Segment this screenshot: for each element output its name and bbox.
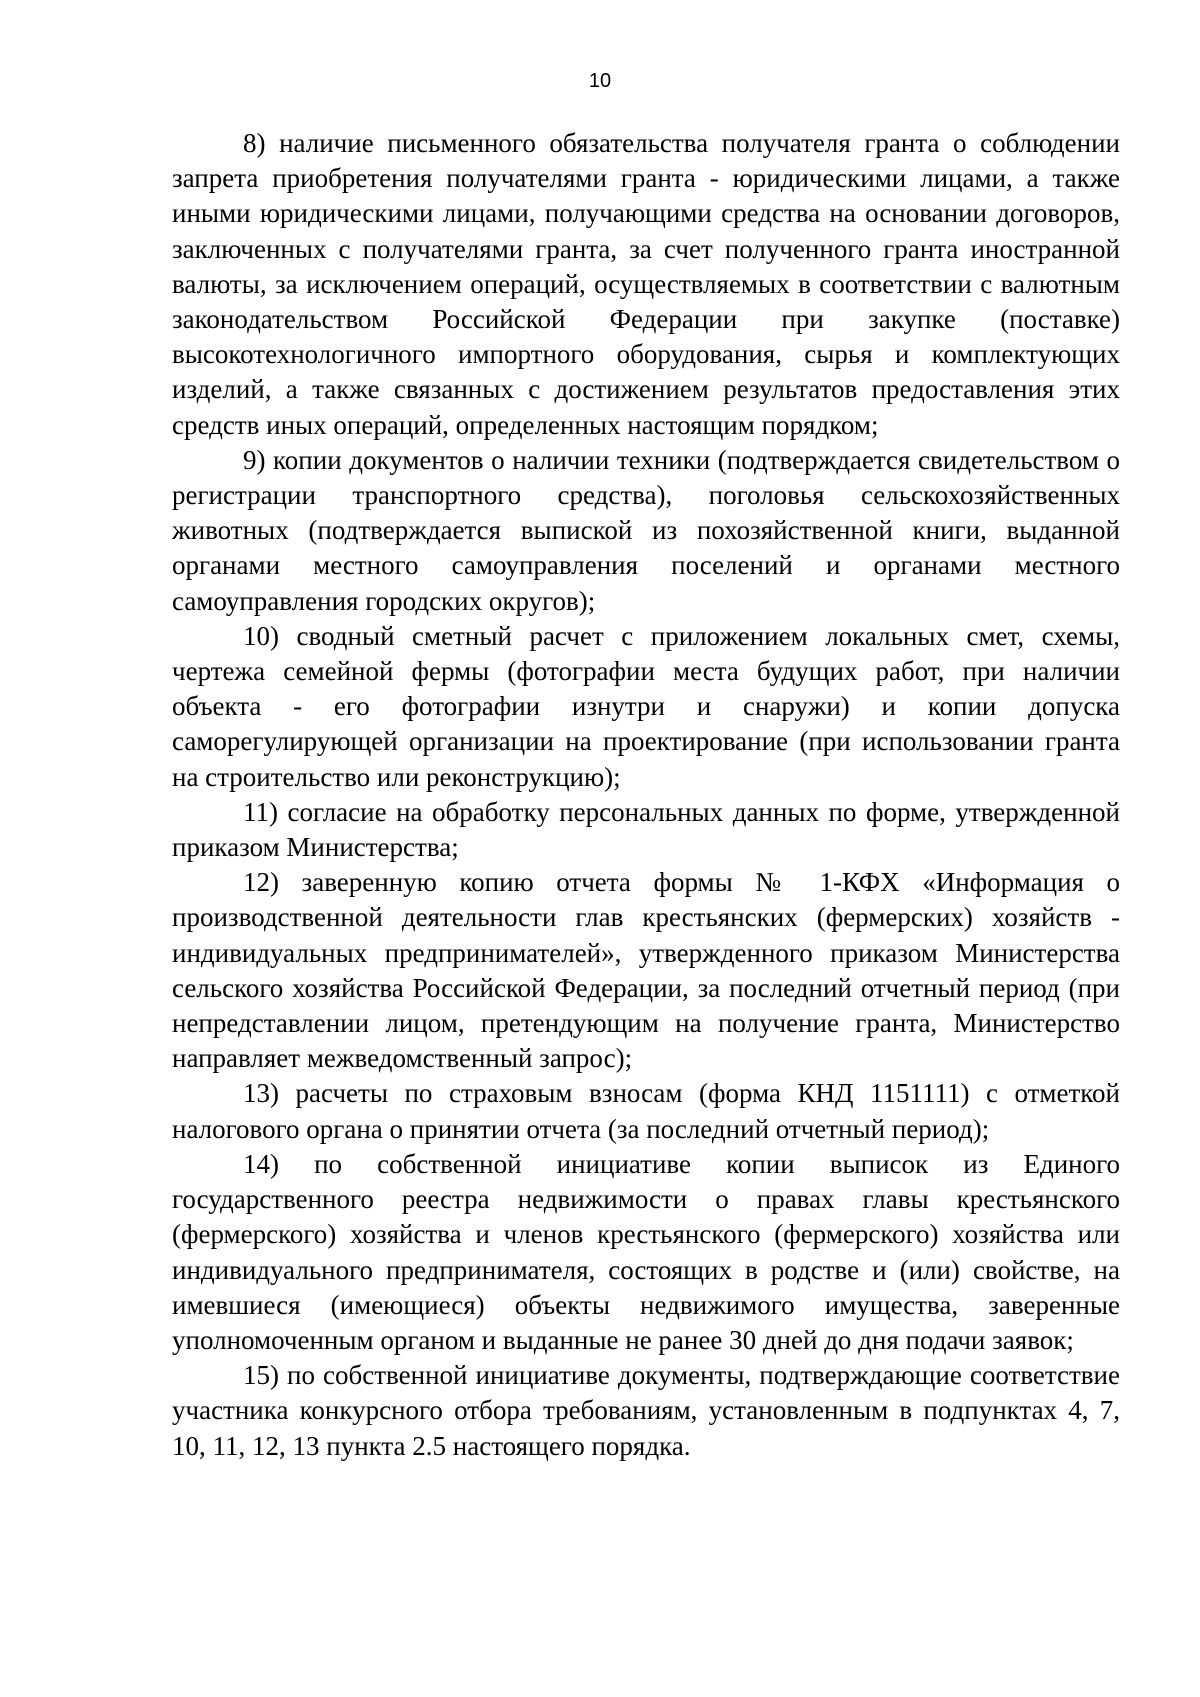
list-item-8: 8) наличие письменного обязательства получателя гранта о соблюдении запрета приобретения получателями гранта - юридическими лицами, а также иными юридическими лицами, получающими средства на основании договоров, заключенных с получателями гранта, за счет полученного гранта иностранной валюты, за исключением операций, осуществляемых в соответствии с валютным законодательством Российской Федерации при закупке (поставке) высокотехнологичного импортного оборудования, сырья и комплектующих изделий, а также связанных с достижением результатов предоставления этих средств иных операций, определенных настоящим порядком; <box>172 128 1120 440</box>
list-item-9: 9) копии документов о наличии техники (подтверждается свидетельством о регистрации транспортного средства), поголовья сельскохозяйственных животных (подтверждается выпиской из похозяйственной книги, выданной органами местного самоуправления поселений и органами местного самоуправления городских округов); <box>172 444 1120 616</box>
list-item-11: 11) согласие на обработку персональных данных по форме, утвержденной приказом Министерства; <box>172 796 1120 863</box>
list-item-15: 15) по собственной инициативе документы, подтверждающие соответствие участника конкурсного отбора требованиям, установленным в подпунктах 4, 7, 10, 11, 12, 13 пункта 2.5 настоящего порядка. <box>172 1360 1120 1461</box>
list-item-12: 12) заверенную копию отчета формы № 1-КФХ «Информация о производственной деятельности глав крестьянских (фермерских) хозяйств - индивидуальных предпринимателей», утвержденного приказом Министерства сельского хозяйства Российской Федерации, за последний отчетный период (при непредставлении лицом, претендующим на получение гранта, Министерство направляет межведомственный запрос); <box>172 867 1120 1074</box>
document-body <box>172 126 1120 1464</box>
list-item-13: 13) расчеты по страховым взносам (форма КНД 1151111) с отметкой налогового органа о принятии отчета (за последний отчетный период); <box>172 1078 1120 1144</box>
list-item-14: 14) по собственной инициативе копии выписок из Единого государственного реестра недвижимости о правах главы крестьянского (фермерского) хозяйства и членов крестьянского (фермерского) хозяйства или индивидуального предпринимателя, состоящих в родстве и (или) свойстве, на имевшиеся (имеющиеся) объекты недвижимого имущества, заверенные уполномоченным органом и выданные не ранее 30 дней до дня подачи заявок; <box>172 1148 1120 1355</box>
list-item-10: 10) сводный сметный расчет с приложением локальных смет, схемы, чертежа семейной фермы (фотографии места будущих работ, при наличии объекта - его фотографии изнутри и снаружи) и копии допуска саморегулирующей организации на проектирование (при использовании гранта на строительство или реконструкцию); <box>172 620 1120 792</box>
page-number: 10 <box>588 70 612 92</box>
